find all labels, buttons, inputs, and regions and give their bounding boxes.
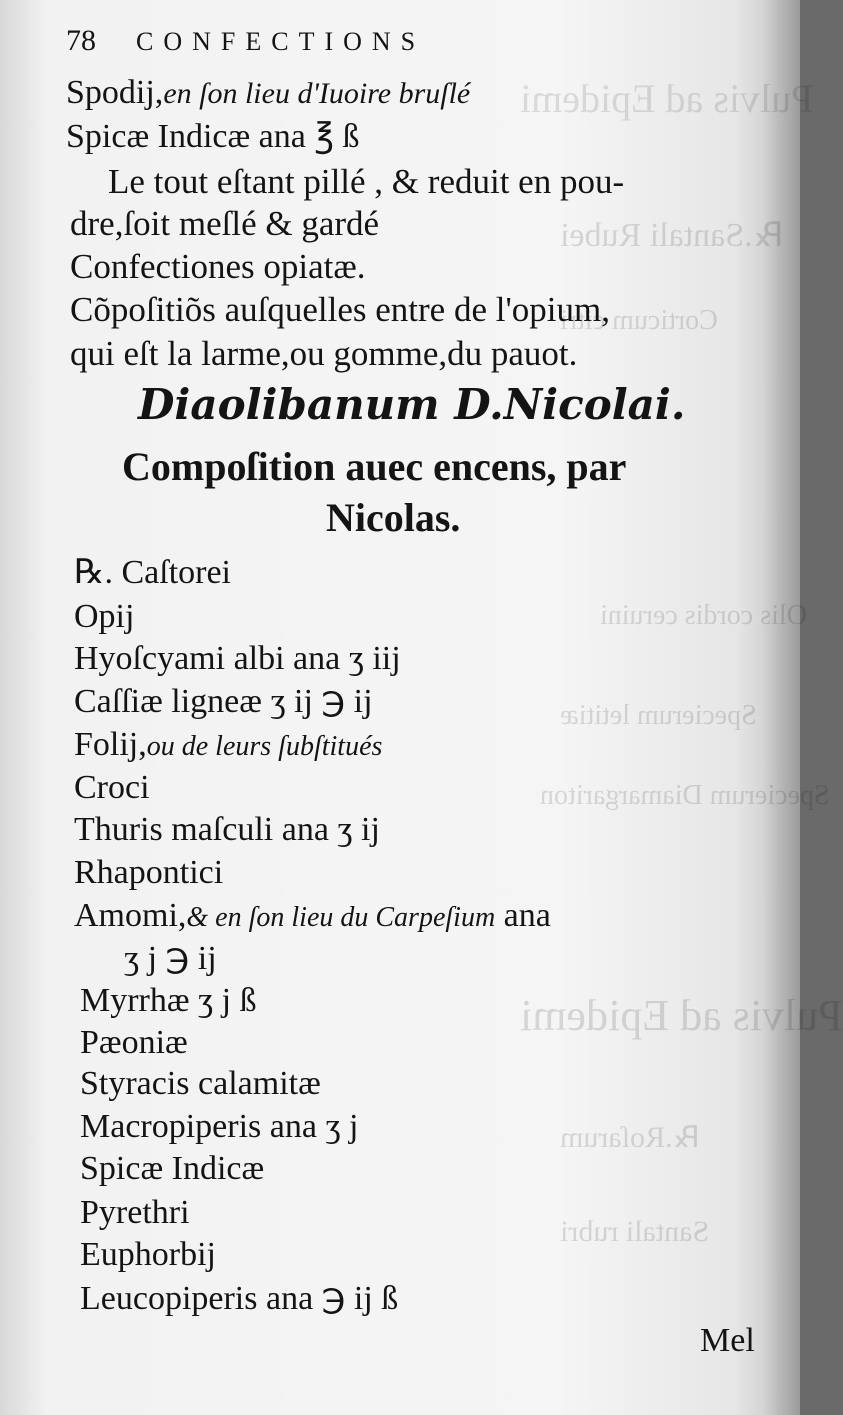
italic-note: & en ſon lieu du Carpeſium — [186, 902, 496, 933]
ingredient-line: Styracis calamitæ — [80, 1065, 321, 1102]
running-head — [66, 24, 425, 58]
ingredient-line: Folij,ou de leurs ſubſtitués — [74, 726, 383, 763]
text-line: Spodij,en ſon lieu d'Iuoire bruſlé — [66, 74, 471, 111]
ingredient-line: Hyoſcyami albi ana ʒ iij — [74, 640, 401, 677]
ingredient-line: Rhapontici — [74, 854, 224, 891]
show-through-text: Pulvis ad Epidemi — [520, 991, 843, 1040]
running-head-title: CONFECTIONS — [136, 27, 426, 56]
ingredient-line: Thuris maſculi ana ʒ ij — [74, 811, 380, 848]
show-through-text: Corticum citri — [560, 305, 718, 336]
ingredient-line: Spicæ Indicæ — [80, 1150, 265, 1187]
ingredient-line: Opij — [74, 598, 135, 635]
ingredient-line: Leucopiperis ana ℈ ij ß — [80, 1280, 399, 1317]
ingredient-line: ℞. Caſtorei — [74, 554, 232, 591]
text-line: dre,ſoit meſlé & gardé — [70, 204, 380, 243]
show-through-text: Santali rubri — [560, 1215, 710, 1248]
page-number: 78 — [66, 24, 96, 57]
text-line: Cõpoſitiõs auſquelles entre de l'opium, — [70, 290, 610, 329]
show-through-text: Specierum Diamargariton — [540, 780, 830, 811]
show-through-text: ℞.Santali Rubei — [560, 217, 784, 254]
ingredient-line: Pæoniæ — [80, 1024, 188, 1061]
catchword: Mel — [700, 1322, 755, 1359]
text-line: Le tout eſtant pillé , & reduit en pou- — [108, 162, 625, 201]
show-through-text: Pulvis ad Epidemi — [520, 76, 814, 121]
ingredient-line: Euphorbij — [80, 1236, 216, 1273]
show-through-text: Specierum letitiæ — [560, 700, 757, 731]
ingredient-line: Myrrhæ ʒ j ß — [80, 982, 257, 1019]
section-heading: Confectiones opiatæ. — [70, 247, 366, 286]
italic-note: en ſon lieu d'Iuoire bruſlé — [163, 77, 471, 110]
text-line: Spicæ Indicæ ana ℥ ß — [66, 118, 360, 155]
show-through-text: Olis cordis ceruini — [600, 600, 807, 631]
ingredient-line: ʒ j ℈ ij — [124, 940, 217, 977]
recipe-subtitle: Nicolas. — [326, 495, 461, 540]
ingredient-line: Caſſiæ ligneæ ʒ ij ℈ ij — [74, 683, 373, 720]
page-edge-shadow — [762, 0, 800, 1415]
ingredient-line: Macropiperis ana ʒ j — [80, 1108, 359, 1145]
recipe-subtitle: Compoſition auec encens, par — [122, 444, 627, 489]
show-through-text: ℞.Roſarum — [560, 1121, 700, 1154]
text-line: qui eſt la larme,ou gomme,du pauot. — [70, 334, 578, 373]
recipe-title: Diaolibanum D.Nicolai. — [138, 380, 686, 429]
ingredient-line: Pyrethri — [80, 1194, 190, 1231]
ingredient-line: Croci — [74, 769, 150, 806]
italic-note: ou de leurs ſubſtitués — [146, 731, 383, 762]
ingredient-line: Amomi,& en ſon lieu du Carpeſium ana — [74, 897, 551, 934]
